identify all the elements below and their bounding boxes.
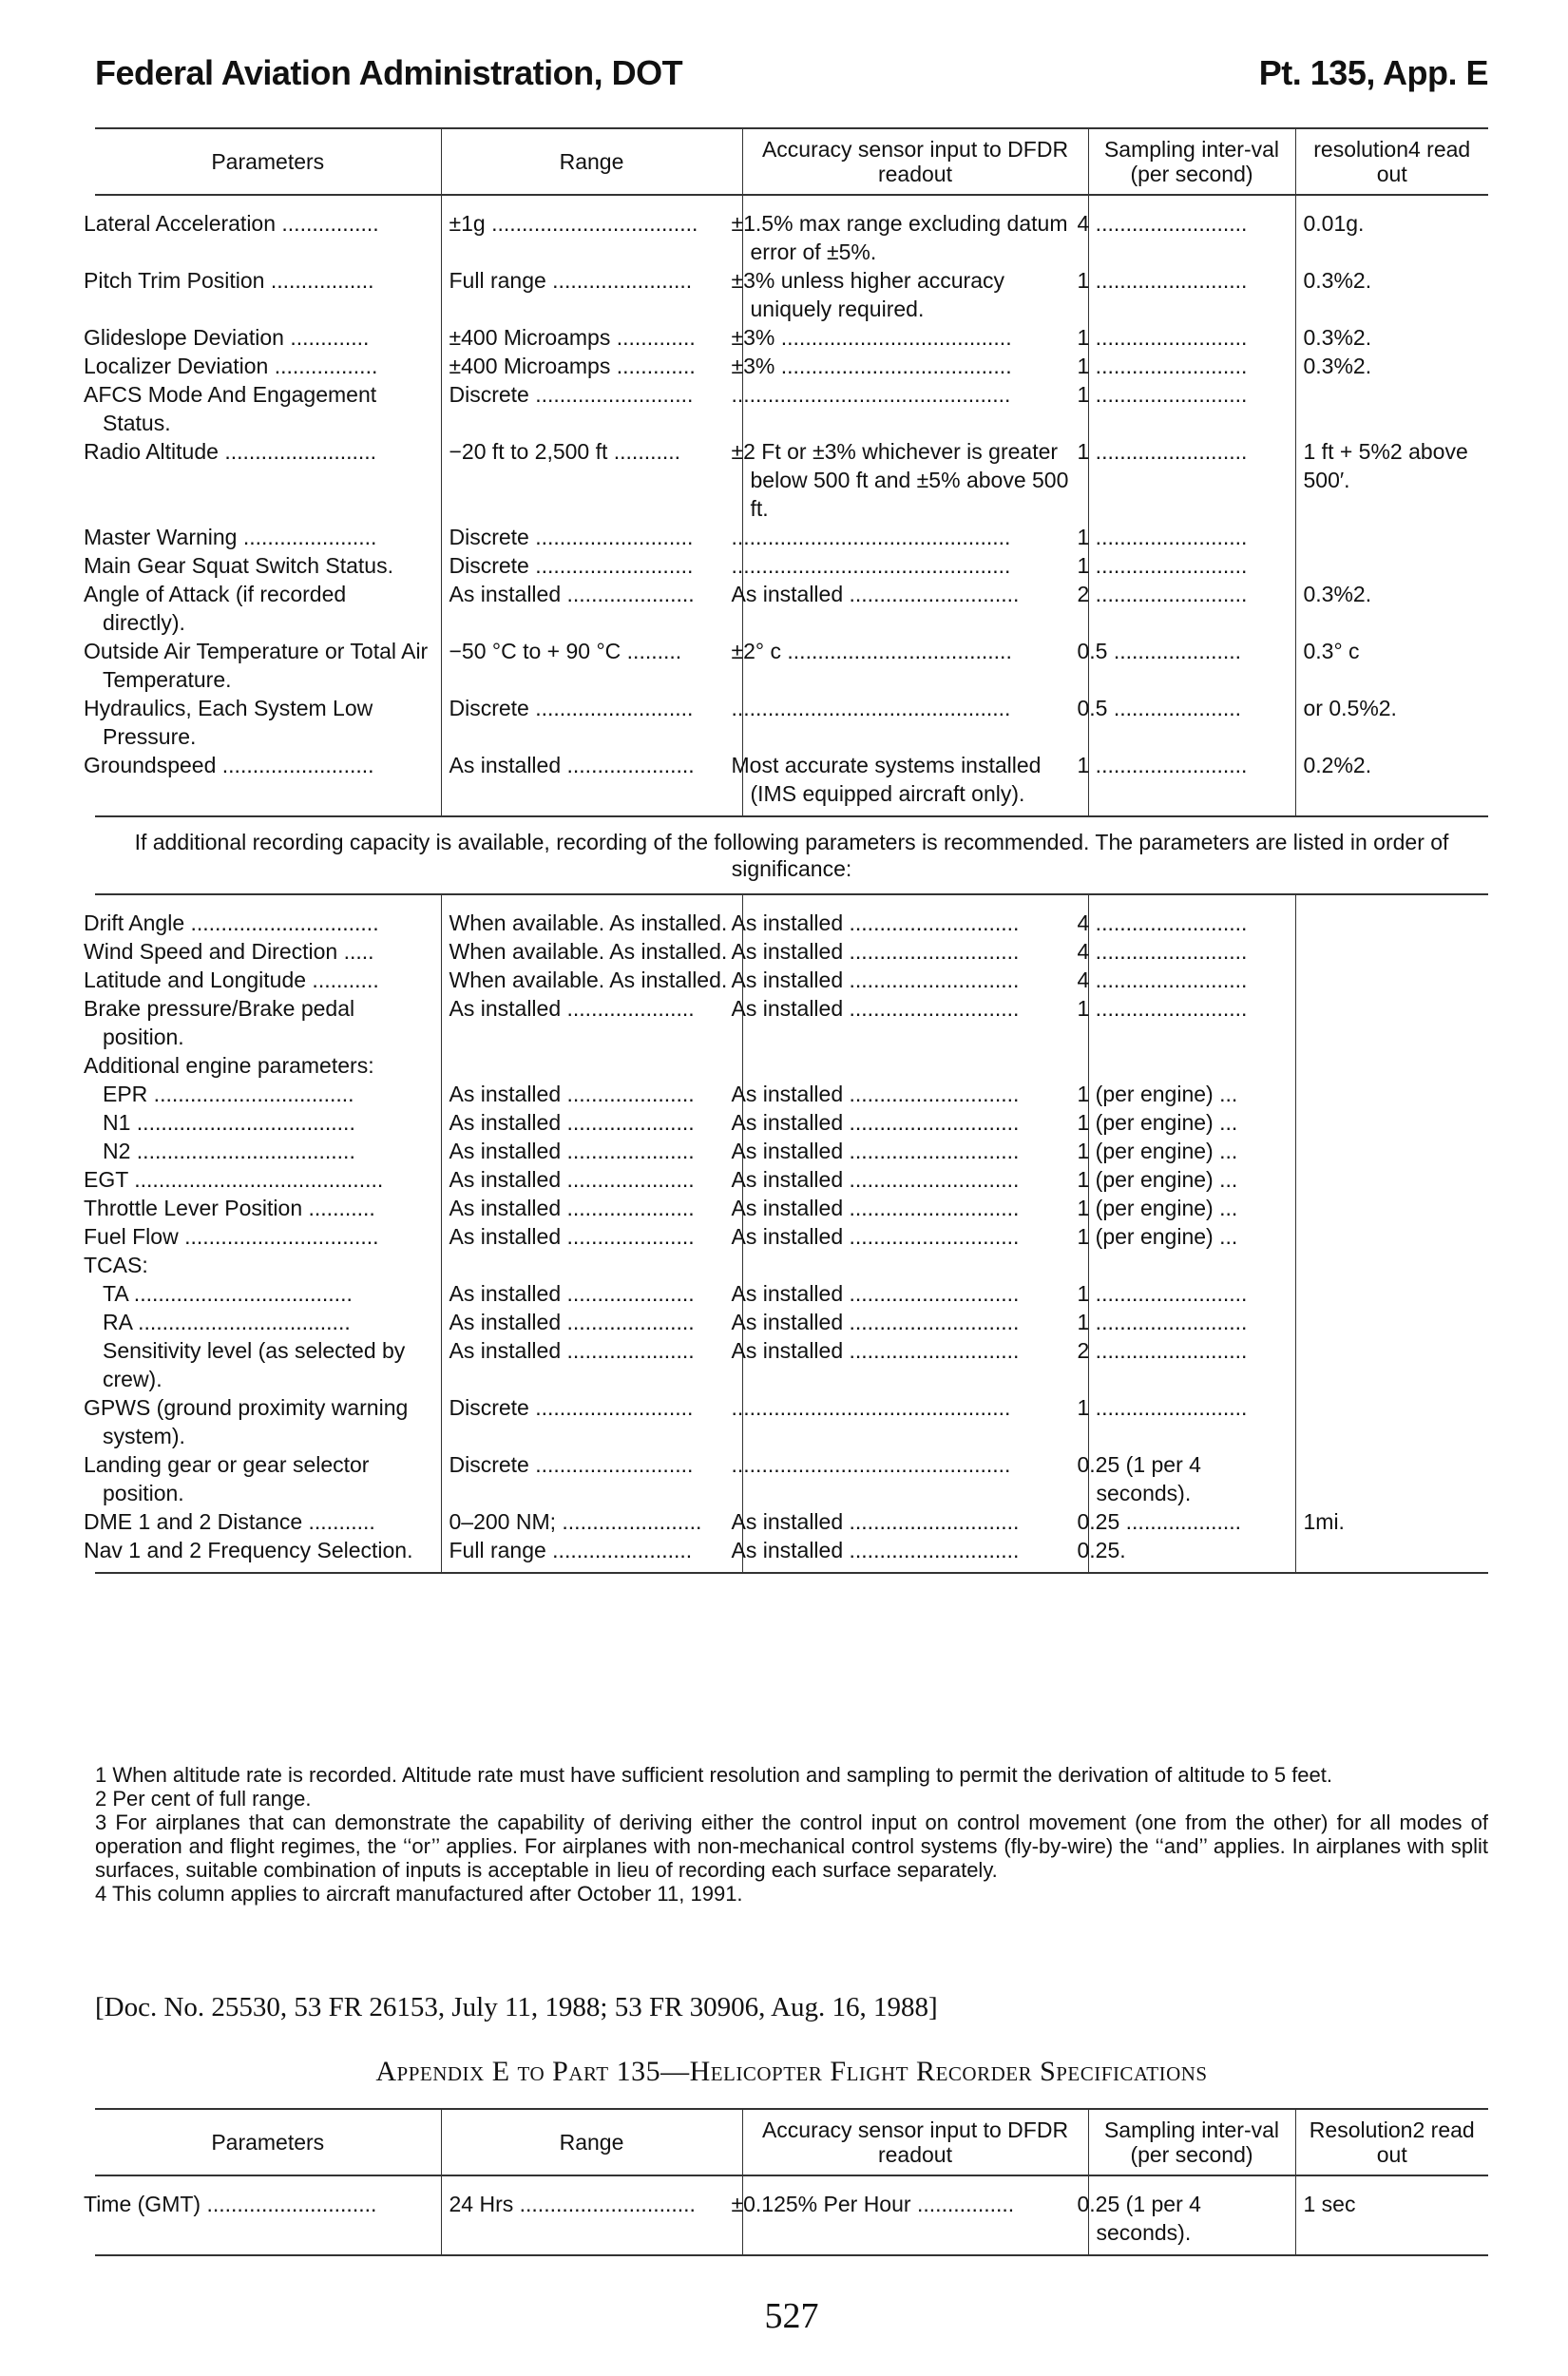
table-cell: Angle of Attack (if recorded directly). [84, 582, 347, 635]
table-row [95, 1536, 1488, 1573]
table-cell: .............................................. [742, 694, 1088, 751]
table-cell: Lateral Acceleration ................ [84, 211, 379, 236]
table-cell: Additional engine parameters: [84, 1053, 374, 1078]
table-cell: 0.5 ..................... [1088, 637, 1295, 694]
table-cell: As installed ............................ [742, 1165, 1088, 1194]
table-cell: 0.25 (1 per 4 seconds). [1088, 2175, 1295, 2255]
table-cell: 0.25 (1 per 4 seconds). [1088, 1450, 1295, 1507]
table-cell: 1 (per engine) ... [1088, 1194, 1295, 1222]
col-header-sampling: Sampling inter-val (per second) [1088, 2109, 1295, 2175]
table-cell: Discrete .......................... [441, 380, 742, 437]
parameters-table-header [95, 128, 1488, 195]
table-cell: .............................................. [742, 380, 1088, 437]
table-cell [1295, 1393, 1488, 1450]
table-cell [1295, 1080, 1488, 1108]
table-cell: As installed ..................... [441, 1336, 742, 1393]
table-cell: Hydraulics, Each System Low Pressure. [84, 696, 373, 749]
table-cell: As installed ..................... [441, 1080, 742, 1108]
col-header-resolution: Resolution2 read out [1295, 2109, 1488, 2175]
col-header-range: Range [441, 2109, 742, 2175]
table-row [95, 994, 1488, 1051]
table-cell: As installed ..................... [441, 1108, 742, 1137]
footnote: 2 Per cent of full range. [95, 1787, 312, 1811]
table-row [95, 894, 1488, 937]
table-cell: As installed ..................... [441, 580, 742, 637]
table-cell: 2 ......................... [1088, 580, 1295, 637]
table-row [95, 1450, 1488, 1507]
table-row [95, 1308, 1488, 1336]
table-cell: As installed ..................... [441, 1222, 742, 1251]
table-cell: 1 ......................... [1088, 323, 1295, 352]
table-cell: As installed ............................ [742, 1507, 1088, 1536]
table-cell: As installed ............................ [742, 1336, 1088, 1393]
table-row [95, 1165, 1488, 1194]
table-cell: 1 ......................... [1088, 994, 1295, 1051]
table-cell: As installed ............................ [742, 1222, 1088, 1251]
table-cell: .............................................. [742, 1393, 1088, 1450]
table-cell: Time (GMT) ............................ [95, 2175, 441, 2255]
table-cell: −50 °C to + 90 °C ......... [441, 637, 742, 694]
table-row [95, 1336, 1488, 1393]
running-head-right: Pt. 135, App. E [1258, 53, 1488, 92]
table-cell: As installed ............................ [742, 1279, 1088, 1308]
table-cell: As installed ............................ [742, 1080, 1088, 1108]
parameters-table [84, 127, 1488, 1574]
table-row [95, 380, 1488, 437]
table-cell: 0.3° c [1295, 637, 1488, 694]
table-cell: As installed ............................ [742, 894, 1088, 937]
table-cell: Nav 1 and 2 Frequency Selection. [95, 1536, 441, 1573]
table-cell: DME 1 and 2 Distance ........... [84, 1509, 375, 1534]
table-row [95, 2175, 1488, 2255]
table-cell: 1 ......................... [1088, 551, 1295, 580]
table-row [95, 1051, 1488, 1080]
table-cell: 1 ......................... [1088, 1393, 1295, 1450]
table-cell: As installed ............................ [742, 1108, 1088, 1137]
table-cell: 0.25. [1088, 1536, 1295, 1573]
table-cell: or 0.5%2. [1295, 694, 1488, 751]
table-cell: Throttle Lever Position ........... [84, 1196, 375, 1220]
table-row [95, 1251, 1488, 1279]
table-cell [1088, 1051, 1295, 1080]
table-cell: ±0.125% Per Hour ................ [742, 2175, 1088, 2255]
table-cell: 1 ......................... [1088, 266, 1295, 323]
table-cell: TCAS: [84, 1253, 148, 1277]
table-cell: ±3% ...................................... [742, 323, 1088, 352]
table-row [95, 266, 1488, 323]
table-cell: 1 (per engine) ... [1088, 1080, 1295, 1108]
table-cell: 1 ft + 5%2 above 500′. [1295, 437, 1488, 523]
table-cell: Discrete .......................... [441, 523, 742, 551]
table-cell: 0.3%2. [1295, 266, 1488, 323]
table-cell: 1 ......................... [1088, 1308, 1295, 1336]
table-cell: ±400 Microamps ............. [441, 323, 742, 352]
recommended-parameters-body [84, 894, 1488, 1573]
table-row [95, 551, 1488, 580]
table-cell [1295, 1108, 1488, 1137]
table-row [95, 1393, 1488, 1450]
col-header-accuracy: Accuracy sensor input to DFDR readout [742, 128, 1088, 195]
table-row [95, 751, 1488, 816]
table-cell: As installed ..................... [441, 994, 742, 1051]
table-cell: Full range ....................... [441, 1536, 742, 1573]
table-row [95, 523, 1488, 551]
table-cell [1295, 1251, 1488, 1279]
table-cell [1295, 1279, 1488, 1308]
table-cell [1295, 1536, 1488, 1573]
col-header-parameters: Parameters [95, 2109, 441, 2175]
table-cell: −20 ft to 2,500 ft ........... [441, 437, 742, 523]
table-cell: ±2° c ..................................... [742, 637, 1088, 694]
footnote: 4 This column applies to aircraft manufactured after October 11, 1991. [95, 1882, 743, 1906]
col-header-resolution: resolution4 read out [1295, 128, 1488, 195]
table-cell [1295, 523, 1488, 551]
table-cell [1295, 937, 1488, 966]
table-cell [1295, 1450, 1488, 1507]
running-head [95, 53, 1488, 99]
table-cell: Radio Altitude ......................... [84, 439, 377, 464]
table-cell: As installed ............................ [742, 580, 1088, 637]
table-row [95, 1137, 1488, 1165]
table-cell: As installed ............................ [742, 994, 1088, 1051]
table-cell: As installed ..................... [441, 1279, 742, 1308]
table-row [95, 1507, 1488, 1536]
table-row [95, 694, 1488, 751]
parameters-table-body [84, 195, 1488, 816]
table-cell: As installed ..................... [441, 1308, 742, 1336]
table-row [95, 1194, 1488, 1222]
table-cell [1088, 1251, 1295, 1279]
table-row [95, 580, 1488, 637]
table-cell: 2 ......................... [1088, 1336, 1295, 1393]
table-cell: TA .................................... [103, 1281, 353, 1306]
table-cell [1295, 966, 1488, 994]
table-row [95, 437, 1488, 523]
table-cell: EGT ......................................... [84, 1167, 384, 1192]
table-cell: ±1g .................................. [441, 195, 742, 266]
table-cell: Pitch Trim Position ................. [84, 268, 374, 293]
table-cell: 0.2%2. [1295, 751, 1488, 816]
table-cell: Full range ....................... [441, 266, 742, 323]
col-header-sampling: Sampling inter-val (per second) [1088, 128, 1295, 195]
table-cell: 0.3%2. [1295, 323, 1488, 352]
table-cell: 4 ......................... [1088, 894, 1295, 937]
table-cell: Localizer Deviation ................. [84, 354, 378, 378]
table-cell: Latitude and Longitude ........... [84, 968, 379, 992]
table-cell [1295, 1051, 1488, 1080]
table-cell: ±1.5% max range excluding datum error of ±5%. [742, 195, 1088, 266]
table-cell: Sensitivity level (as selected by crew). [103, 1338, 406, 1391]
table-cell: Drift Angle ............................... [84, 910, 379, 935]
table-cell: As installed ..................... [441, 751, 742, 816]
col-header-parameters: Parameters [95, 128, 441, 195]
table-cell: Master Warning ...................... [84, 525, 377, 549]
table-cell: 1 (per engine) ... [1088, 1137, 1295, 1165]
table-cell: 4 ......................... [1088, 195, 1295, 266]
table-cell: As installed ..................... [441, 1194, 742, 1222]
table-cell: Outside Air Temperature or Total Air Temperature. [84, 639, 429, 692]
table-cell: 1 ......................... [1088, 380, 1295, 437]
table-row [95, 1108, 1488, 1137]
table-cell: 4 ......................... [1088, 937, 1295, 966]
table-cell: 0.25 ................... [1088, 1507, 1295, 1536]
table-cell [1295, 994, 1488, 1051]
table-row [95, 1080, 1488, 1108]
table-cell: 1 (per engine) ... [1088, 1165, 1295, 1194]
running-head-left: Federal Aviation Administration, DOT [95, 53, 683, 92]
table-cell: 0.5 ..................... [1088, 694, 1295, 751]
table-cell: As installed ............................ [742, 966, 1088, 994]
table-cell: ±400 Microamps ............. [441, 352, 742, 380]
table-cell: When available. As installed. [441, 894, 742, 937]
table-row [95, 195, 1488, 266]
table-cell: Main Gear Squat Switch Status. [84, 553, 393, 578]
table-cell: 1 (per engine) ... [1088, 1108, 1295, 1137]
table-cell: When available. As installed. [441, 937, 742, 966]
table-row [95, 352, 1488, 380]
col-header-range: Range [441, 128, 742, 195]
table-cell: As installed ............................ [742, 937, 1088, 966]
table-row [95, 966, 1488, 994]
table-cell: 1 ......................... [1088, 523, 1295, 551]
table-cell: Landing gear or gear selector position. [84, 1452, 370, 1505]
table-cell: Brake pressure/Brake pedal position. [84, 996, 355, 1049]
table-cell: As installed ............................ [742, 1308, 1088, 1336]
col-header-accuracy: Accuracy sensor input to DFDR readout [742, 2109, 1088, 2175]
table-cell: ±3% ...................................... [742, 352, 1088, 380]
table-cell: 0–200 NM; ....................... [441, 1507, 742, 1536]
table-cell: 1 ......................... [1088, 751, 1295, 816]
recommendation-note-section [95, 816, 1488, 894]
table-cell [1295, 1222, 1488, 1251]
document-citation: [Doc. No. 25530, 53 FR 26153, July 11, 1988; 53 FR 30906, Aug. 16, 1988] [95, 1992, 938, 2022]
table-cell: As installed ............................ [742, 1137, 1088, 1165]
table-cell: As installed ..................... [441, 1137, 742, 1165]
table-cell: Discrete .......................... [441, 551, 742, 580]
helicopter-parameters-table [84, 2108, 1488, 2256]
table-cell [1295, 380, 1488, 437]
table-cell: .............................................. [742, 523, 1088, 551]
table-cell: Discrete .......................... [441, 1450, 742, 1507]
table-cell: N2 .................................... [103, 1139, 355, 1163]
appendix-title: Appendix E to Part 135—Helicopter Flight Recorder Specifications [375, 2056, 1208, 2087]
table-cell [1295, 1308, 1488, 1336]
table-cell: 1 sec [1295, 2175, 1488, 2255]
helicopter-table-body [84, 2175, 1488, 2255]
table-cell [1295, 1336, 1488, 1393]
footnote: 3 For airplanes that can demonstrate the capability of deriving either the control input on control movement (one from the other) for all modes of operation and flight regimes, the ‘‘or’’ applies. For airplanes with non-mechanical control systems (fly-by-wire) the ‘‘and’’ applies. In airplanes with split surfaces, suitable combination of inputs is acceptable in lieu of recording each surface separately. [95, 1811, 1488, 1882]
table-cell [1295, 1194, 1488, 1222]
table-cell: .............................................. [742, 1450, 1088, 1507]
table-cell [1295, 894, 1488, 937]
table-cell [1295, 1165, 1488, 1194]
table-row [95, 323, 1488, 352]
table-cell: .............................................. [742, 551, 1088, 580]
helicopter-table-header [95, 2109, 1488, 2175]
table-cell: 1 ......................... [1088, 437, 1295, 523]
footnotes [95, 1763, 1488, 1906]
table-row [95, 637, 1488, 694]
table-cell [742, 1051, 1088, 1080]
table-cell: Glideslope Deviation ............. [84, 325, 370, 350]
table-cell: N1 .................................... [103, 1110, 355, 1135]
table-cell: Fuel Flow ................................ [84, 1224, 379, 1249]
table-cell: 24 Hrs ............................. [441, 2175, 742, 2255]
table-cell [1295, 551, 1488, 580]
table-row [95, 1222, 1488, 1251]
table-cell [441, 1251, 742, 1279]
table-cell: 1 ......................... [1088, 1279, 1295, 1308]
table-cell: 0.3%2. [1295, 352, 1488, 380]
table-cell: 4 ......................... [1088, 966, 1295, 994]
page-number: 527 [764, 2296, 819, 2336]
table-cell: EPR ................................. [103, 1082, 354, 1106]
table-cell [1295, 1137, 1488, 1165]
table-cell: As installed ............................ [742, 1536, 1088, 1573]
table-cell: Groundspeed ......................... [95, 751, 441, 816]
table-cell: As installed ..................... [441, 1165, 742, 1194]
table-cell: Most accurate systems installed (IMS equipped aircraft only). [742, 751, 1088, 816]
table-cell: 1 (per engine) ... [1088, 1222, 1295, 1251]
table-cell: ±3% unless higher accuracy uniquely required. [742, 266, 1088, 323]
table-cell: RA ................................... [103, 1310, 351, 1334]
table-cell: 1 ......................... [1088, 352, 1295, 380]
table-cell: AFCS Mode And Engagement Status. [84, 382, 377, 435]
table-row [95, 937, 1488, 966]
footnote: 1 When altitude rate is recorded. Altitude rate must have sufficient resolution and sampling to permit the derivation of altitude to 5 feet. [95, 1763, 1332, 1787]
table-cell: Discrete .......................... [441, 1393, 742, 1450]
table-cell: 0.3%2. [1295, 580, 1488, 637]
table-cell: 1mi. [1295, 1507, 1488, 1536]
table-cell: Discrete .......................... [441, 694, 742, 751]
table-cell: As installed ............................ [742, 1194, 1088, 1222]
table-cell [441, 1051, 742, 1080]
table-cell: When available. As installed. [441, 966, 742, 994]
table-cell: 0.01g. [1295, 195, 1488, 266]
table-cell [742, 1251, 1088, 1279]
recommendation-note: If additional recording capacity is available, recording of the following parameters is recommended. The parameters are listed in order of significance: [95, 816, 1488, 894]
table-cell: Wind Speed and Direction ..... [84, 939, 374, 964]
table-cell: ±2 Ft or ±3% whichever is greater below 500 ft and ±5% above 500 ft. [742, 437, 1088, 523]
table-row [95, 1279, 1488, 1308]
table-cell: GPWS (ground proximity warning system). [84, 1395, 409, 1448]
